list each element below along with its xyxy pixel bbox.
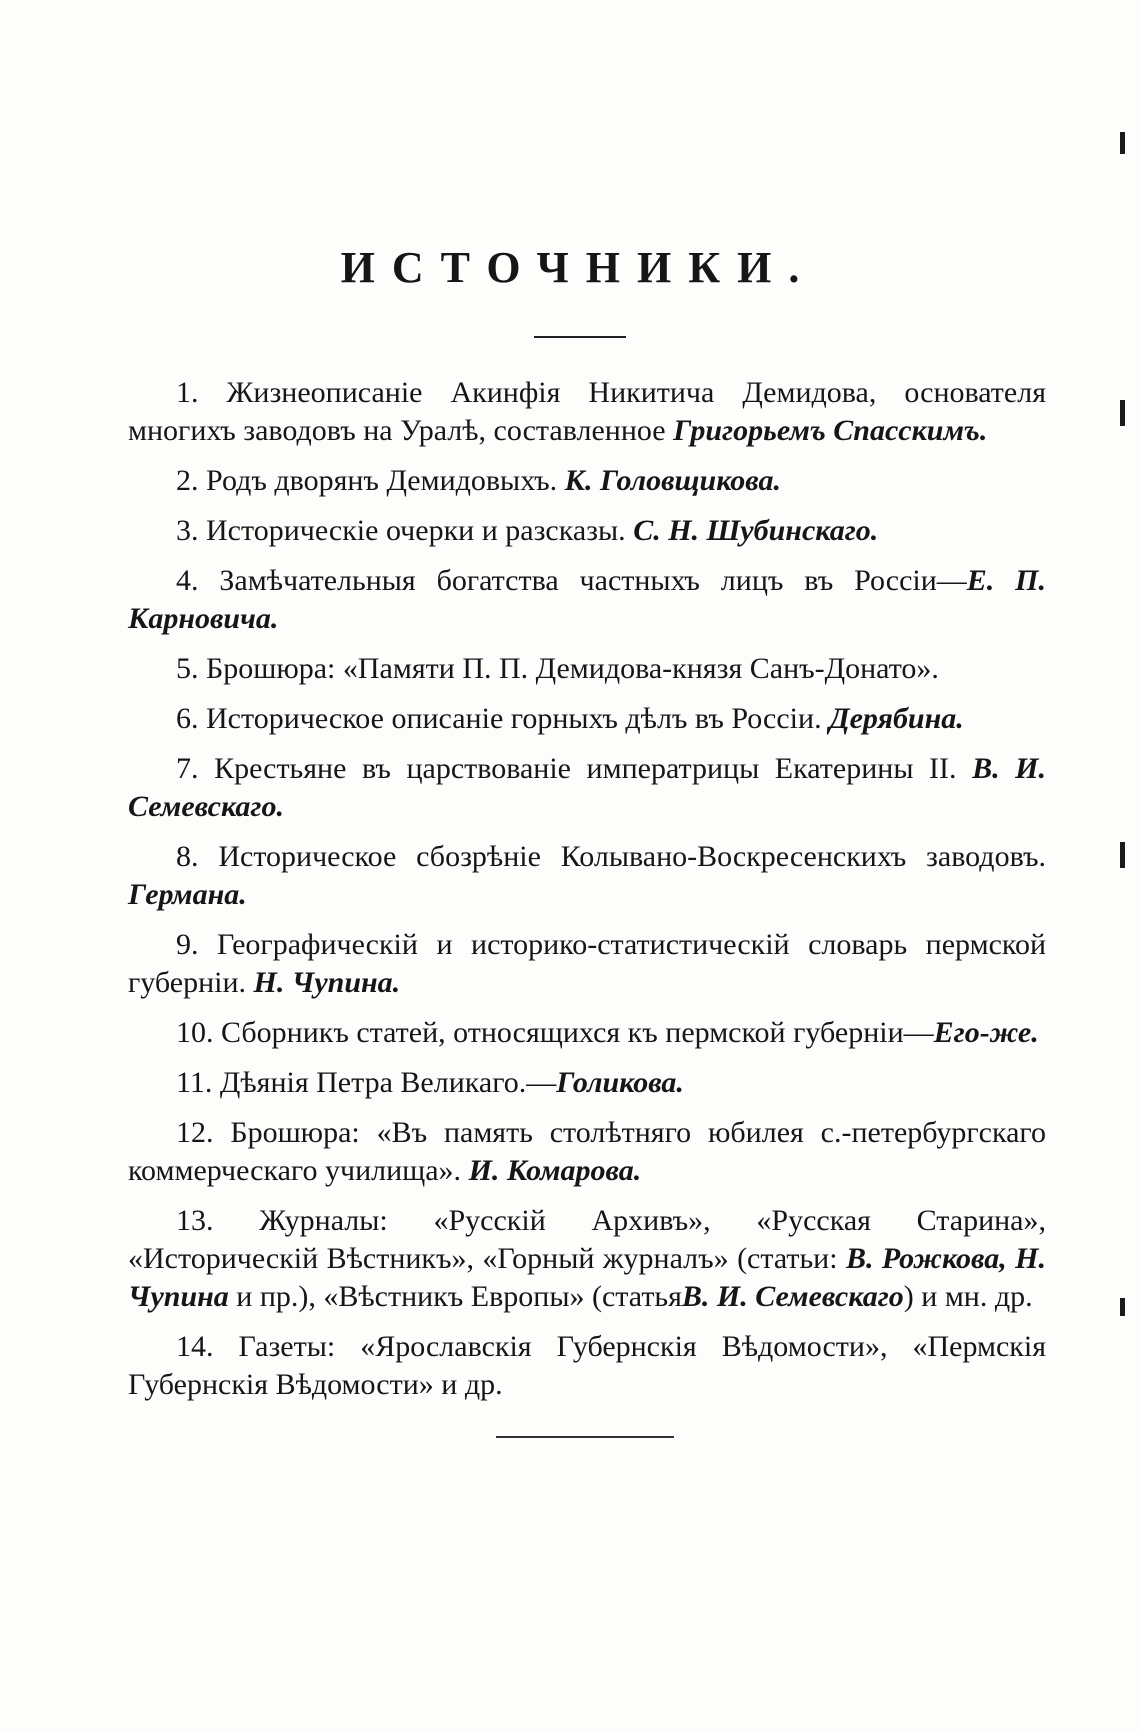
source-entry-10: 10. Сборникъ статей, относящихся къ пермской губерніи—Его-же. — [176, 1016, 1039, 1049]
source-author: С. Н. Шубинскаго. — [633, 514, 879, 547]
margin-scan-mark — [1120, 132, 1125, 154]
source-author: В. И. Семевскаго. — [128, 752, 1046, 823]
source-author: Е. П. Карновича. — [128, 564, 1046, 635]
source-author: Н. Чупина. — [253, 966, 401, 999]
source-author: В. Рожкова, Н. Чупина — [128, 1242, 1046, 1313]
source-entry-2: 2. Родъ дворянъ Демидовыхъ. К. Головщикова. — [176, 464, 781, 497]
source-author: Германа. — [128, 878, 247, 911]
source-entry-6: 6. Историческое описаніе горныхъ дѣлъ въ Россіи. Дерябина. — [176, 702, 964, 735]
source-entry-7: 7. Крестьяне въ царствованіе императрицы Екатерины II. В. И. Семевскаго. — [128, 752, 1046, 823]
title-divider — [534, 336, 626, 338]
source-author: Его-же. — [933, 1016, 1039, 1049]
page-title: ИСТОЧНИКИ. — [340, 243, 817, 292]
source-author: Дерябина. — [829, 702, 964, 735]
source-entry-11: 11. Дѣянія Петра Великаго.—Голикова. — [176, 1066, 684, 1099]
source-entry-4: 4. Замѣчательныя богатства частныхъ лицъ въ Россіи—Е. П. Карновича. — [128, 564, 1046, 635]
source-author: В. И. Семевскаго — [681, 1280, 904, 1313]
source-author: И. Комарова. — [468, 1154, 642, 1187]
source-entry-12: 12. Брошюра: «Въ память столѣтняго юбилея с.-петербургскаго коммерческаго училища». И. Комарова. — [128, 1116, 1046, 1187]
sources-list — [128, 374, 1046, 1416]
source-author: Григорьемъ Спасскимъ. — [673, 414, 988, 447]
margin-scan-mark — [1120, 842, 1125, 868]
source-entry-9: 9. Географическій и историко-статистическій словарь пермской губерніи. Н. Чупина. — [128, 928, 1047, 999]
source-author: К. Головщикова. — [564, 464, 781, 497]
source-entry-8: 8. Историческое сбозрѣніе Колывано-Воскресенскихъ заводовъ. Германа. — [128, 840, 1047, 911]
margin-scan-mark — [1120, 1298, 1125, 1316]
source-entry-3: 3. Историческіе очерки и разсказы. С. Н. Шубинскаго. — [176, 514, 879, 547]
source-author: Голикова. — [556, 1066, 684, 1099]
source-entry-13: 13. Журналы: «Русскій Архивъ», «Русская Старина», «Историческій Вѣстникъ», «Горный журналъ» (статьи: В. Рожкова, Н. Чупина и пр.), «Вѣстникъ Европы» (статьяВ. И. Семевскаго) и мн. др. — [128, 1204, 1046, 1313]
source-entry-1: 1. Жизнеописаніе Акинфія Никитича Демидова, основателя многихъ заводовъ на Уралѣ, составленное Григорьемъ Спасскимъ. — [128, 376, 1047, 447]
source-entry-14: 14. Газеты: «Ярославскія Губернскія Вѣдомости», «Пермскія Губернскія Вѣдомости» и др. — [128, 1330, 1047, 1401]
end-divider — [496, 1436, 674, 1438]
margin-scan-mark — [1120, 400, 1125, 426]
source-entry-5: 5. Брошюра: «Памяти П. П. Демидова-князя Санъ-Донато». — [176, 652, 939, 685]
